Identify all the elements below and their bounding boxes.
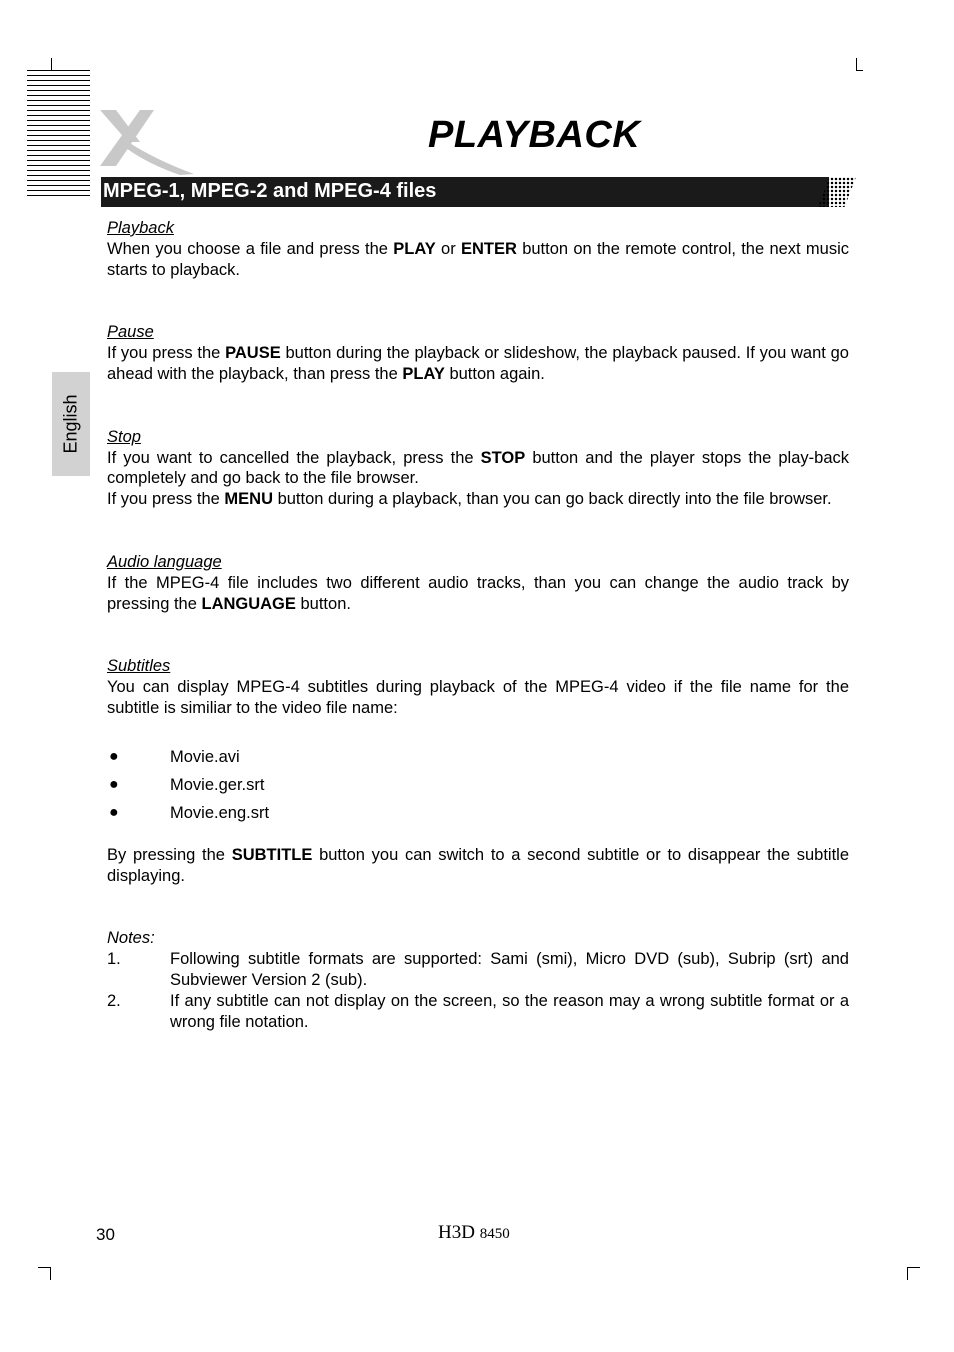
bullet-icon: ● (109, 775, 119, 793)
menu-keyword: MENU (224, 490, 273, 509)
decorative-stripes (27, 70, 90, 200)
audio-heading: Audio language (107, 552, 222, 571)
list-item: ● Movie.eng.srt (109, 803, 270, 822)
content-body (107, 218, 849, 1032)
list-item: ● Movie.ger.srt (109, 775, 265, 794)
model-name: H3D 8450 (438, 1222, 510, 1243)
page-title: PLAYBACK (428, 114, 641, 156)
bullet-icon: ● (109, 747, 119, 765)
pause-section (107, 322, 849, 384)
subtitles-section (107, 656, 849, 886)
pause-text: If you press the PAUSE button during the playback or slideshow, the playback paused. If you want go ahead with the playback, than press the PLAY button again. (107, 344, 849, 383)
bullet-icon: ● (109, 803, 119, 821)
crop-mark-bottom-right (907, 1267, 920, 1268)
pause-keyword: PAUSE (225, 344, 281, 363)
stop-heading: Stop (107, 427, 141, 446)
list-item: ● Movie.avi (109, 747, 240, 766)
crop-mark-bottom-left-v (50, 1267, 51, 1280)
stop-menu-text: If you press the MENU button during a playback, than you can go back directly into the file browser. (107, 490, 832, 509)
stop-text: If you want to cancelled the playback, press the STOP button and the player stops the play-back completely and go back to the file browser. (107, 448, 849, 488)
language-keyword: LANGUAGE (201, 594, 296, 613)
enter-keyword: ENTER (460, 239, 517, 258)
playback-heading: Playback (107, 219, 174, 237)
notes-heading: Notes: (107, 929, 155, 948)
stop-section (107, 427, 849, 510)
page-number: 30 (96, 1225, 115, 1244)
crop-mark-top-right-h (856, 70, 863, 71)
audio-text: If the MPEG-4 file includes two different audio tracks, than you can change the audio track by pressing the LANGUAGE button. (107, 573, 849, 613)
subtitle-keyword: SUBTITLE (231, 845, 313, 864)
notes-list (107, 949, 849, 1032)
language-tab-label: English (60, 394, 81, 454)
crop-mark-bottom-right-v (907, 1267, 908, 1280)
subtitle-file-list (107, 747, 849, 831)
playback-section (107, 218, 849, 280)
play-keyword: PLAY (402, 364, 445, 383)
note-item: 2. If any subtitle can not display on the screen, so the reason may a wrong subtitle format or a wrong file notation. (107, 991, 849, 1031)
note-number: 2. (107, 991, 121, 1010)
section-title: MPEG-1, MPEG-2 and MPEG-4 files (103, 180, 437, 202)
stop-keyword: STOP (480, 448, 526, 467)
note-number: 1. (107, 950, 121, 969)
play-keyword: PLAY (393, 239, 436, 258)
pause-heading: Pause (107, 323, 154, 342)
subtitles-intro: You can display MPEG-4 subtitles during playback of the MPEG-4 video if the file name for the subtitle is similiar to the video file name: (107, 678, 849, 717)
audio-section (107, 552, 849, 614)
note-item: 1. Following subtitle formats are supported: Sami (smi), Micro DVD (sub), Subrip (srt) and Subviewer Version 2 (sub). (107, 950, 849, 989)
notes-section (107, 928, 849, 1032)
playback-text: When you choose a file and press the PLAY or ENTER button on the remote control, the next music starts to playback. (107, 239, 849, 279)
subtitles-switch-text: By pressing the SUBTITLE button you can switch to a second subtitle or to disappear the subtitle displaying. (107, 845, 850, 885)
x-logo-icon (96, 108, 196, 176)
subtitles-heading: Subtitles (107, 657, 171, 676)
